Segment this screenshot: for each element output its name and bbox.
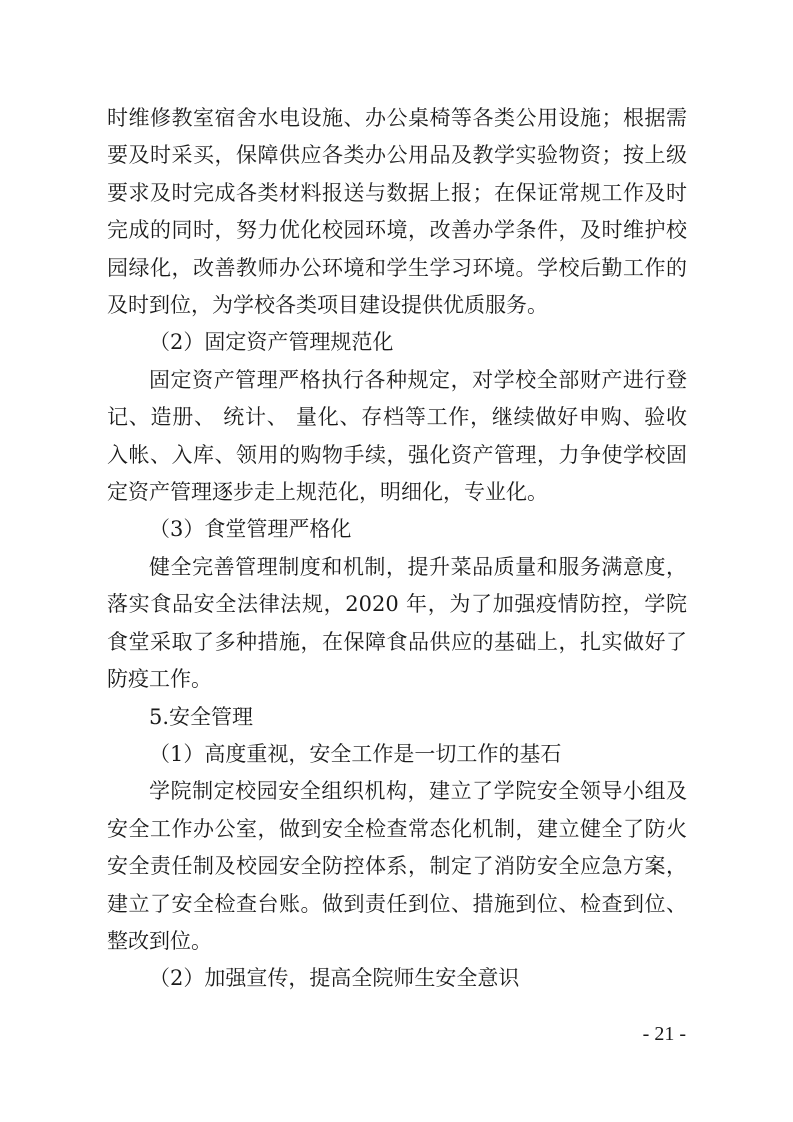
body-paragraph-fixed-assets: 固定资产管理严格执行各种规定，对学校全部财产进行登记、造册、 统计、 量化、存档等工作，继续做好申购、验收入帐、入库、领用的购物手续，强化资产管理，力争使学校固定资产管理逐步走上规范化，明细化，专业化。 xyxy=(107,367,687,505)
section-heading-safety-priority: （1）高度重视，安全工作是一切工作的基石 xyxy=(149,741,562,766)
section-heading-canteen: （3）食堂管理严格化 xyxy=(149,517,352,542)
document-body xyxy=(107,100,687,998)
section-heading-safety-management: 5.安全管理 xyxy=(149,704,254,729)
body-paragraph-canteen: 健全完善管理制度和机制，提升菜品质量和服务满意度，落实食品安全法律法规，2020 年，为了加强疫情防控，学院食堂采取了多种措施，在保障食品供应的基础上，扎实做好了防疫工作。 xyxy=(107,554,687,692)
section-heading-fixed-assets: （2）固定资产管理规范化 xyxy=(149,330,394,355)
page-number: - 21 - xyxy=(642,1023,686,1045)
body-paragraph-safety-organization: 学院制定校园安全组织机构，建立了学院安全领导小组及安全工作办公室，做到安全检查常态化机制，建立健全了防火安全责任制及校园安全防控体系，制定了消防安全应急方案，建立了安全检查台账。做到责任到位、措施到位、检查到位、整改到位。 xyxy=(107,779,687,953)
section-heading-safety-awareness: （2）加强宣传，提高全院师生安全意识 xyxy=(149,966,520,991)
body-paragraph-continued: 时维修教室宿舍水电设施、办公桌椅等各类公用设施；根据需要及时采买，保障供应各类办公用品及教学实验物资；按上级要求及时完成各类材料报送与数据上报；在保证常规工作及时完成的同时，努力优化校园环境，改善办学条件，及时维护校园绿化，改善教师办公环境和学生学习环境。学校后勤工作的及时到位，为学校各类项目建设提供优质服务。 xyxy=(107,106,687,318)
